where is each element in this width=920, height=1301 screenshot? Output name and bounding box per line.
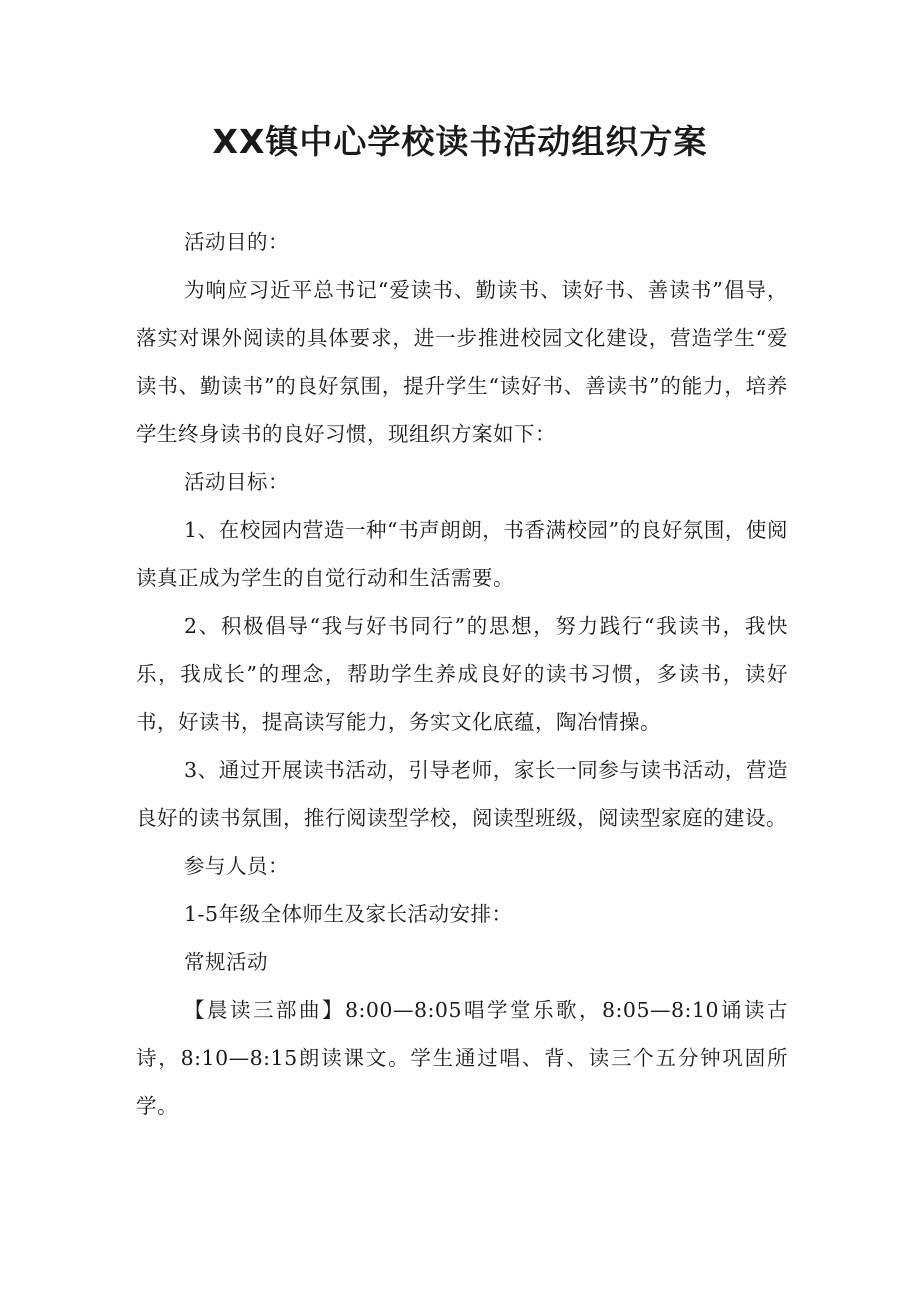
paragraph-participants: 1-5年级全体师生及家长活动安排：: [184, 902, 513, 926]
heading-regular-activities: 常规活动: [184, 950, 268, 974]
document-body: [136, 218, 788, 1130]
heading-participants: 参与人员：: [184, 854, 289, 878]
document-title: XX镇中心学校读书活动组织方案: [212, 122, 708, 161]
heading-activity-purpose: 活动目的：: [184, 230, 289, 254]
paragraph-goal-1: 1、在校园内营造一种“书声朗朗，书香满校园”的良好氛围，使阅读真正成为学生的自觉行动和生活需要。: [136, 518, 788, 590]
paragraph-morning-reading: 【晨读三部曲】8:00—8:05唱学堂乐歌，8:05—8:10诵读古诗，8:10—8:15朗读课文。学生通过唱、背、读三个五分钟巩固所学。: [136, 998, 788, 1118]
paragraph-goal-3: 3、通过开展读书活动，引导老师，家长一同参与读书活动，营造良好的读书氛围，推行阅读型学校，阅读型班级，阅读型家庭的建设。: [136, 758, 788, 830]
paragraph-goal-2: 2、积极倡导“我与好书同行”的思想，努力践行“我读书，我快乐，我成长”的理念，帮助学生养成良好的读书习惯，多读书，读好书，好读书，提高读写能力，务实文化底蕴，陶冶情操。: [136, 614, 788, 734]
paragraph-purpose: 为响应习近平总书记“爱读书、勤读书、读好书、善读书”倡导，落实对课外阅读的具体要求，进一步推进校园文化建设，营造学生“爱读书、勤读书”的良好氛围，提升学生“读好书、善读书”的能力，培养学生终身读书的良好习惯，现组织方案如下：: [136, 278, 788, 446]
heading-activity-goals: 活动目标：: [184, 470, 289, 494]
